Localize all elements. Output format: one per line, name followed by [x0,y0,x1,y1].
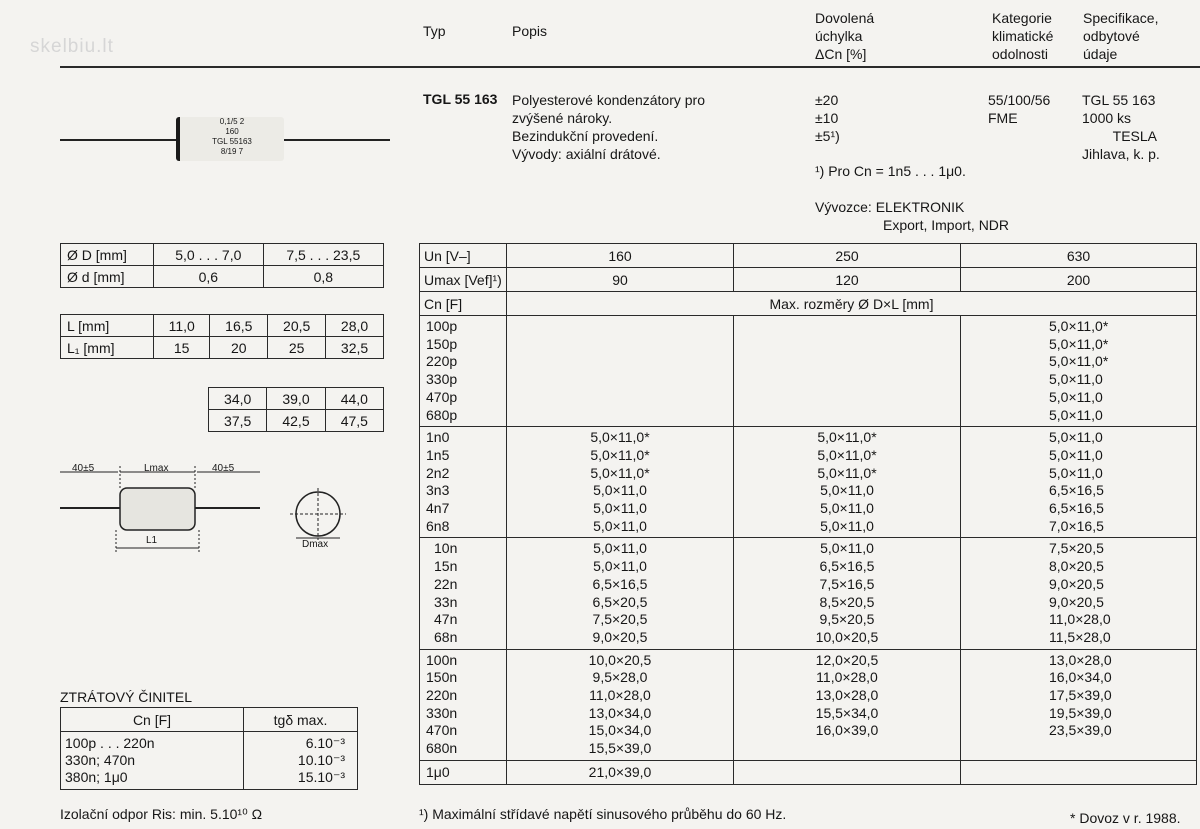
product-exporter: Vývozce: ELEKTRONIK Export, Import, NDR [815,199,1010,233]
table-cell-value: 33n [434,593,458,610]
header-tolerance: Dovolená úchylka ΔCn [%] [815,10,875,62]
table-cell-value: 330n [426,704,458,721]
table-cell-value: 15,5×34,0 [815,704,879,721]
caps-group-0 [420,316,507,427]
group-row-n1 [420,427,1197,538]
table-cell-value: 6n8 [426,517,450,534]
loss-col-tg: tgδ max. [244,708,358,732]
table-cell-value: 9,0×20,5 [1049,575,1104,592]
caps-group-1 [420,427,507,538]
table-cell-value: 13,0×34,0 [588,704,652,721]
product-spec: TGL 55 163 1000 ks TESLA Jihlava, k. p. [1082,92,1160,162]
table-cell-value: 6,5×16,5 [1049,500,1104,517]
table-cell-value: 8,5×20,5 [819,593,875,610]
table-cell-value: 5,0×11,0 [593,500,647,517]
header-category: Kategorie klimatické odolnosti [992,10,1054,62]
voltage-630: 630 [961,244,1197,268]
table-cell-value: 10,0×20,5 [588,651,652,668]
table-cell-value: 19,5×39,0 [1049,704,1112,721]
table-cell-value: 9,5×28,0 [592,669,648,686]
table-cell-value: 5,0×11,0* [590,429,650,446]
table-cell-value: 5,0×11,0* [1049,318,1109,334]
umax-160: 90 [507,268,734,292]
table-cell-value: 23,5×39,0 [1049,722,1112,739]
table-cell-value: 5,0×11,0* [817,429,877,446]
table-cell-value: 17,5×39,0 [1049,687,1112,704]
table-cell-value: 330p [426,371,458,388]
table-cell-value: 13,0×28,0 [1049,651,1112,668]
footer-note: ¹) Maximální střídavé napětí sinusového průběhu do 60 Hz. [419,806,787,822]
footer-import-note: * Dovoz v r. 1988. [1070,810,1181,826]
table-cell-value: 9,5×20,5 [819,611,875,628]
drawing-body-label: Lmax [144,463,169,474]
table-cell-value: 5,0×11,0 [1049,464,1103,481]
dims-table-diameter: Ø D [mm] 5,0 . . . 7,0 7,5 . . . 23,5 Ø d [mm] 0,6 0,8 [60,243,384,288]
table-cell-value: 7,5×20,5 [592,611,648,628]
table-cell-value: 9,0×20,5 [592,628,648,645]
table-cell-value: 150n [426,669,458,686]
table-cell-value: 6,5×16,5 [592,575,648,592]
table-cell-value: 11,0×28,0 [816,669,878,686]
product-tolerances: ±20 ±10 ±5¹) [815,92,840,144]
umax-630: 200 [961,268,1197,292]
table-cell-value: 220n [426,687,458,704]
voltage-160: 160 [507,244,734,268]
table-cell-value: 5,0×11,0 [820,500,874,517]
drawing-dmax-label: Dmax [302,539,329,550]
loss-col-cn: Cn [F] [61,708,244,732]
table-cell-value: 5,0×11,0 [820,482,874,499]
table-cell-value: 5,0×11,0 [593,540,647,557]
group-row-u1 [420,760,1197,784]
table-cell-value: 1n0 [426,429,450,446]
table-cell-value: 15,0×34,0 [588,722,652,739]
size-caption: Max. rozměry Ø D×L [mm] [507,292,1197,316]
table-cell-value: 10n [434,540,458,557]
table-cell-value: 5,0×11,0 [820,517,874,534]
umax-label: Umax [Vef]¹) [420,268,507,292]
table-cell-value: 5,0×11,0* [817,446,877,463]
product-type: TGL 55 163 [423,91,498,107]
table-cell-value: 10,0×20,5 [815,628,879,645]
product-footnote: ¹) Pro Cn = 1n5 . . . 1μ0. [815,163,966,179]
table-cell-value: 7,5×20,5 [1049,540,1104,557]
un-label: Un [V–] [420,244,507,268]
header-spec: Specifikace, odbytové údaje [1083,10,1159,62]
header-popis: Popis [512,23,548,39]
table-cell-value: 470p [426,388,458,405]
table-cell-value: 16,0×34,0 [1049,669,1112,686]
table-cell-value: 21,0×39,0 [588,763,652,780]
table-cell-value: 15,5×39,0 [588,740,652,757]
voltage-250: 250 [734,244,961,268]
capacitor-body: 0,1/5 2 160 TGL 55163 8/19 7 [176,117,284,161]
table-cell-value: 68n [434,628,458,645]
drawing-lead-left-label: 40±5 [72,463,95,474]
table-cell-value: 13,0×28,0 [815,687,879,704]
table-cell-value: 5,0×11,0* [590,464,650,481]
table-cell-value: 8,0×20,5 [1049,558,1104,575]
table-cell-value: 5,0×11,0 [1049,406,1103,423]
table-cell-value: 1n5 [426,446,450,463]
table-cell-value: 11,5×28,0 [1049,628,1111,645]
table-cell-value: 5,0×11,0* [817,464,877,481]
table-cell-value: 6,5×20,5 [592,593,648,610]
table-cell-value: 9,0×20,5 [1049,593,1104,610]
table-cell-value: 7,5×16,5 [819,575,875,592]
table-cell-value: 4n7 [426,500,450,517]
table-cell-value: 5,0×11,0* [1049,353,1109,370]
table-cell-value: 2n2 [426,464,450,481]
table-cell-value: 220p [426,353,458,370]
caps-group-4 [420,760,507,784]
table-cell-value: 12,0×20,5 [815,651,879,668]
watermark: skelbiu.lt [30,36,114,57]
loss-title: ZTRÁTOVÝ ČINITEL [60,689,192,705]
cn-label: Cn [F] [420,292,507,316]
table-cell-value: 5,0×11,0 [593,517,647,534]
product-description: Polyesterové kondenzátory pro zvýšené nároky. Bezindukční provedení. Vývody: axiální drátové. [512,92,705,162]
group-row-p [420,316,1197,427]
caps-group-2 [420,538,507,649]
table-cell-value: 3n3 [426,482,450,499]
table-cell-value: 5,0×11,0 [593,558,647,575]
table-cell-value: 680p [426,406,458,423]
table-cell-value: 5,0×11,0* [590,446,650,463]
table-cell-value: 15n [434,558,458,575]
table-cell-value: 100p [426,318,458,334]
table-cell-value: 100n [426,651,458,668]
dims-table-length: L [mm] 11,0 16,5 20,5 28,0 L₁ [mm] 15 20 25 32,5 [60,314,384,359]
header-rule [60,66,1200,68]
table-cell-value: 5,0×11,0 [1049,371,1103,388]
group-row-n10 [420,538,1197,649]
table-cell-value: 47n [434,611,458,628]
table-cell-value: 470n [426,722,458,739]
umax-250: 120 [734,268,961,292]
caps-group-3 [420,649,507,760]
header-typ: Typ [423,23,446,39]
drawing-l1-label: L1 [146,535,158,546]
drawing-lead-right-label: 40±5 [212,463,235,474]
table-cell-value: 11,0×28,0 [1049,611,1111,628]
table-cell-value: 6,5×16,5 [1049,482,1104,499]
table-cell-value: 5,0×11,0 [1049,388,1103,405]
table-cell-value: 22n [434,575,458,592]
capacitor-lead-left [60,139,180,141]
table-cell-value: 5,0×11,0* [1049,335,1109,352]
table-cell-value: 16,0×39,0 [815,722,879,739]
group-row-n100 [420,649,1197,760]
main-table [419,243,1197,785]
table-cell-value: 11,0×28,0 [589,687,651,704]
loss-table: Cn [F] tgδ max. 100p . . . 220n 330n; 470n 380n; 1μ0 6.10⁻³ 10.10⁻³ 15.10⁻³ [60,707,358,790]
table-cell-value: 1μ0 [426,763,450,780]
table-cell-value: 6,5×16,5 [819,558,875,575]
table-cell-value: 5,0×11,0 [1049,429,1103,446]
table-cell-value: 5,0×11,0 [1049,446,1103,463]
insulation-note: Izolační odpor Ris: min. 5.10¹⁰ Ω [60,806,263,822]
table-cell-value: 5,0×11,0 [820,540,874,557]
product-category: 55/100/56 FME [988,92,1051,126]
table-cell-value: 150p [426,335,458,352]
table-cell-value: 5,0×11,0 [593,482,647,499]
table-cell-value: 680n [426,740,458,757]
table-cell-value: 7,0×16,5 [1049,517,1104,534]
dims-table-length-extra: 34,0 39,0 44,0 37,5 42,5 47,5 [208,387,384,432]
capacitor-lead-right [278,139,390,141]
